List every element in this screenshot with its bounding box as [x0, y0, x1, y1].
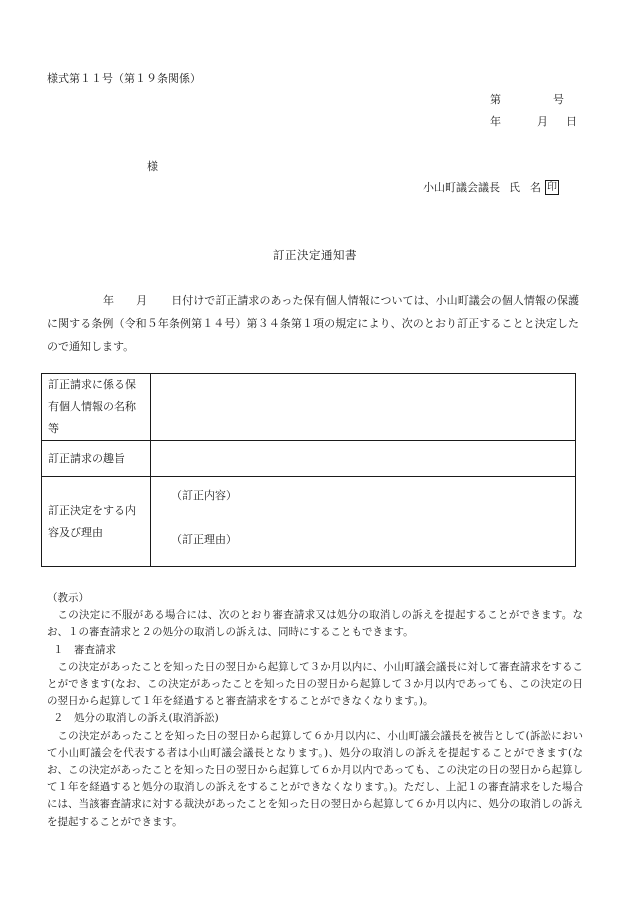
row3-label-line1: 訂正決定をする内	[48, 503, 136, 517]
document-number	[490, 92, 564, 108]
row1-value[interactable]	[151, 374, 576, 441]
intro-month: 月	[136, 294, 148, 307]
row1-label	[42, 374, 151, 441]
row2-value[interactable]	[151, 441, 576, 477]
document-date	[490, 114, 577, 130]
document-title: 訂正決定通知書	[273, 248, 357, 262]
info-table	[41, 373, 576, 567]
row3-value[interactable]	[151, 477, 576, 567]
date-day: 日	[566, 115, 577, 128]
notes-item2-heading: ２ 処分の取消しの訴え(取消訴訟)	[53, 712, 219, 725]
document-number-suffix: 号	[553, 93, 564, 106]
row2-label: 訂正請求の趣旨	[42, 441, 151, 477]
notes-section	[47, 590, 583, 831]
notes-item2-text: この決定があったことを知った日の翌日から起算して６か月以内に、小山町議会議長を被告として(訴訟において小山町議会を代表する者は小山町議会議長となります。)、処分の取消しの訴えを提起することができます(なお、この決定があったことを知った日の翌日から起算して６か月以内であっても、この決定の日の翌日から起算して１年を経過すると処分の取消しの訴えをすることができなくなります。)。ただし、上記１の審査請求をした場合には、当該審査請求に対する裁決があったことを知った日の翌日から起算して６か月以内に、処分の取消しの訴えを提起することができます。	[47, 729, 583, 828]
row1-label-line2: 有個人情報の名称	[48, 400, 136, 413]
row1-label-line3: 等	[48, 422, 59, 435]
row3-label	[42, 477, 151, 567]
intro-paragraph	[47, 289, 579, 358]
sender-name-label-1: 氏	[509, 181, 520, 194]
table-row	[42, 477, 576, 567]
row1-label-line1: 訂正請求に係る保	[48, 378, 136, 391]
table-row	[42, 374, 576, 441]
notes-item1-heading: １ 審査請求	[53, 643, 116, 656]
sender-name-label-2: 名	[530, 181, 541, 194]
form-number: 様式第１１号（第１９条関係）	[47, 72, 201, 85]
row3-reason-label: （訂正理由）	[171, 533, 237, 546]
date-year: 年	[490, 115, 501, 128]
intro-year: 年	[103, 294, 115, 307]
recipient-honorific: 様	[147, 160, 158, 173]
seal-box: 印	[547, 181, 557, 193]
notes-item1-text: この決定があったことを知った日の翌日から起算して３か月以内に、小山町議会議長に対して審査請求をすることができます(なお、この決定があったことを知った日の翌日から起算して３か月以内であっても、この決定の日の翌日から起算して１年を経過すると審査請求をすることができなくなります。)。	[47, 660, 583, 708]
intro-text: 日付けで訂正請求のあった保有個人情報については、小山町議会の個人情報の保護に関する条例（令和５年条例第１４号）第３４条第１項の規定により、次のとおり訂正することと決定したので通知します。	[47, 294, 580, 353]
row3-label-line2: 容及び理由	[48, 525, 103, 539]
row3-content-label: （訂正内容）	[171, 489, 237, 502]
date-month: 月	[537, 115, 548, 128]
table-row	[42, 441, 576, 477]
sender-block	[423, 180, 559, 196]
sender-title: 小山町議会議長	[423, 181, 500, 194]
document-number-prefix: 第	[490, 93, 501, 106]
notes-para1: この決定に不服がある場合には、次のとおり審査請求又は処分の取消しの訴えを提起することができます。なお、１の審査請求と２の処分の取消しの訴えは、同時にすることもできます。	[47, 609, 583, 639]
notes-heading: （教示）	[47, 592, 89, 604]
